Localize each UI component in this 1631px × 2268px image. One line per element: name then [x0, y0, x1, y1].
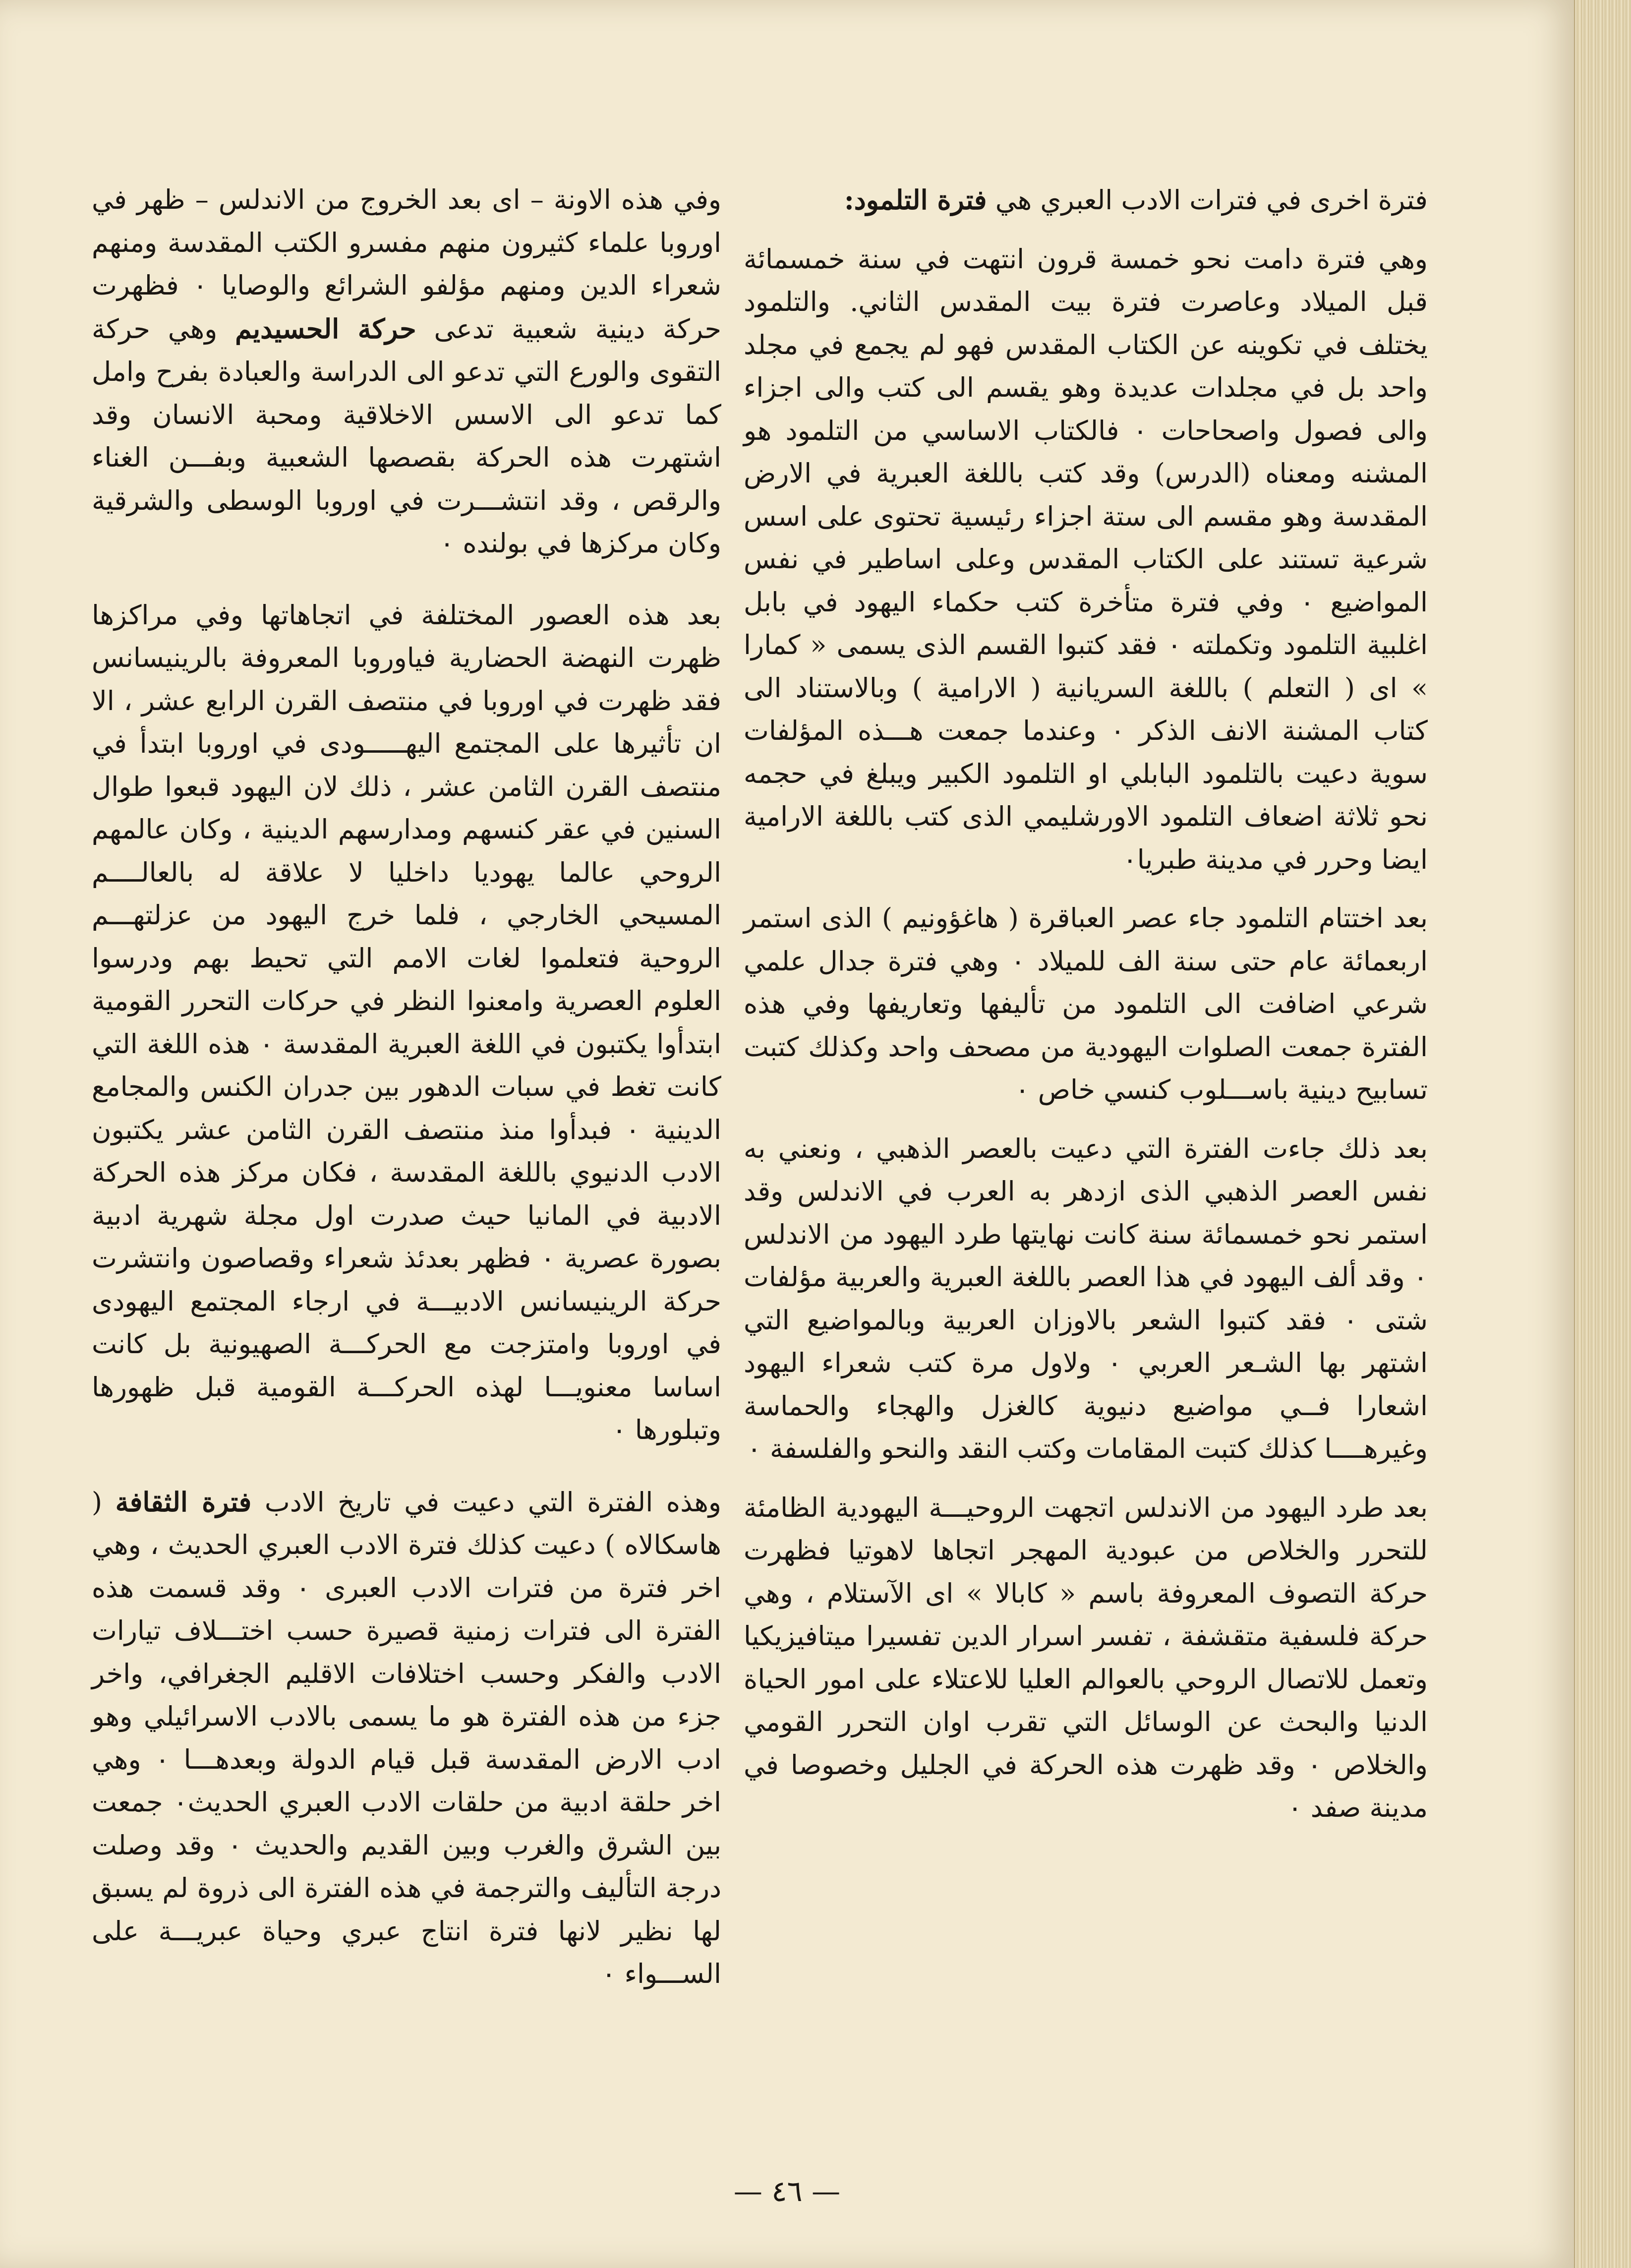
- paragraph-golden-age: [744, 1128, 1428, 1471]
- paragraph-geonim: [744, 897, 1428, 1112]
- paragraph-haskalah: [92, 1481, 721, 1996]
- bold-term: فترة الثقافة: [115, 1486, 252, 1518]
- paragraph-text: وهي فترة دامت نحو خمسة قرون انتهت في سنة خمسمائة قبل الميلاد وعاصرت فترة بيت المقدس الثاني. والتلمود يختلف في تكوينه عن الكتاب المقدس فهو لم يجمع في مجلد واحد بل في مجلدات عديدة وهو يقسم الى كتب والى اجزاء والى فصول واصحاحات ٠ فالكتاب الاساسي من التلمود هو المشنه ومعناه (الدرس) وقد كتب باللغة العبرية في الارض المقدسة وهو مقسم الى ستة اجزاء رئيسية تحتوى على اسس شرعية تستند على الكتاب المقدس وعلى اساطير في نفس المواضيع ٠ وفي فترة متأخرة كتب حكماء اليهود في بابل اغلبية التلمود وتكملته ٠ فقد كتبوا القسم الذى يسمى « كمارا » اى ( التعلم ) باللغة السريانية ( الارامية ) وبالاستناد الى كتاب المشنة الانف الذكر ٠ وعندما جمعت هـــذه المؤلفات سوية دعيت بالتلمود البابلي او التلمود الكبير ويبلغ في حجمه نحو ثلاثة اضعاف التلمود الاورشليمي الذى كتب باللغة الارامية ايضا وحرر في مدينة طبريا٠: [744, 243, 1428, 875]
- paragraph-text: وهذه الفترة التي دعيت في تاريخ الادب فترة الثقافة ( هاسكالاه ) دعيت كذلك فترة الادب العبري الحديث ، وهي اخر فترة من فترات الادب العبرى ٠ وقد قسمت هذه الفترة الى فترات زمنية قصيرة حسب اختـــلاف تيارات الادب والفكر وحسب اختلافات الاقليم الجغرافي، واخر جزء من هذه الفترة هو ما يسمى بالادب الاسرائيلي وهو ادب الارض المقدسة قبل قيام الدولة وبعدهـــا ٠ وهي اخر حلقة ادبية من حلقات الادب العبري الحديث٠ جمعت بين الشرق والغرب وبين القديم والحديث ٠ وقد وصلت درجة التأليف والترجمة في هذه الفترة الى ذروة لم يسبق لها نظير لانها فترة انتاج عبري وحياة عبريـــة على الســـواء ٠: [92, 1486, 722, 1989]
- book-page-edges: [1574, 0, 1631, 2268]
- bold-term: حركة الحسيديم: [235, 312, 416, 345]
- paragraph-text: بعد اختتام التلمود جاء عصر العباقرة ( هاغؤونيم ) الذى استمر اربعمائة عام حتى سنة الف للميلاد ٠ وهي فترة جدال علمي شرعي اضافت الى التلمود من تأليفها وتعاريفها وفي هذه الفترة جمعت الصلوات اليهودية من مصحف واحد وكذلك كتبت تسابيح دينية باســـلوب كنسي خاص ٠: [744, 902, 1428, 1105]
- page-number: — ٤٦ —: [733, 2174, 841, 2208]
- paragraph-talmud-period: [744, 238, 1428, 882]
- paragraph-text: بعد هذه العصور المختلفة في اتجاهاتها وفي مراكزها ظهرت النهضة الحضارية فياوروبا المعروفة بالرينيسانس فقد ظهرت في اوروبا في منتصف القرن الرابع عشر ، الا ان تأثيرها على المجتمع اليهـــــودى في اوروبا ابتدأ في منتصف القرن الثامن عشر ، ذلك لان اليهود قبعوا طوال السنين في عقر كنسهم ومدارسهم الدينية ، وكان عالمهم الروحي عالما يهوديا داخليا لا علاقة له بالعالــــم المسيحي الخارجي ، فلما خرج اليهود من عزلتهـــم الروحية فتعلموا لغات الامم التي تحيط بهم ودرسوا العلوم العصرية وامعنوا النظر في حركات التحرر القومية ابتدأوا يكتبون في اللغة العبرية المقدسة ٠ هذه اللغة التي كانت تغط في سبات الدهور بين جدران الكنس والمجامع الدينية ٠ فبدأوا منذ منتصف القرن الثامن عشر يكتبون الادب الدنيوي باللغة المقدسة ، فكان مركز هذه الحركة الادبية في المانيا حيث صدرت اول مجلة شهرية ادبية بصورة عصرية ٠ فظهر بعدئذ شعراء وقصاصون وانتشرت حركة الرينيسانس الادبيـــة في ارجاء المجتمع اليهودى في اوروبا وامتزجت مع الحركـــة الصهيونية بل كانت اساسا معنويـــا لهذه الحركـــة القومية قبل ظهورها وتبلورها ٠: [92, 599, 722, 1445]
- paragraph-kabbalah: [744, 1487, 1428, 1830]
- paragraph-text: فترة اخرى في فترات الادب العبري هي فترة التلمود:: [844, 184, 1428, 216]
- paragraph-hasidim: [92, 179, 721, 565]
- bold-term: فترة التلمود:: [844, 184, 987, 216]
- right-text-column: [744, 179, 1428, 1846]
- paragraph-text: بعد ذلك جاءت الفترة التي دعيت بالعصر الذهبي ، ونعني به نفس العصر الذهبي الذى ازدهر به العرب في الاندلس وقد استمر نحو خمسمائة سنة كانت نهايتها طرد اليهود من الاندلس ٠ وقد ألف اليهود في هذا العصر باللغة العبرية والعربية مؤلفات شتى ٠ فقد كتبوا الشعر بالاوزان العربية وبالمواضيع التي اشتهر بها الشـعر العربي ٠ ولاول مرة كتب شعراء اليهود اشعارا فــي مواضيع دنيوية كالغزل والهجاء والحماسة وغيرهــــا كذلك كتبت المقامات وكتب النقد والنحو والفلسفة ٠: [744, 1133, 1428, 1464]
- paragraph-text: وفي هذه الاونة – اى بعد الخروج من الاندلس – ظهر في اوروبا علماء كثيرون منهم مفسرو الكتب المقدسة ومنهم شعراء الدين ومنهم مؤلفو الشرائع والوصايا ٠ فظهرت حركة دينية شعبية تدعى حركة الحسيديم وهي حركة التقوى والورع التي تدعو الى الدراسة والعبادة بفرح وامل كما تدعو الى الاسس الاخلاقية ومحبة الانسان وقد اشتهرت هذه الحركة بقصصها الشعبية وبفـــن الغناء والرقص ، وقد انتشـــرت في اوروبا الوسطى والشرقية وكان مركزها في بولنده ٠: [92, 184, 722, 559]
- left-text-column: [92, 179, 721, 2012]
- paragraph-talmud-intro: [744, 179, 1428, 222]
- paragraph-text: بعد طرد اليهود من الاندلس اتجهت الروحيـــة اليهودية الظامئة للتحرر والخلاص من عبودية المهجر اتجاها لاهوتيا فظهرت حركة التصوف المعروفة باسم « كابالا » اى الآستلام ، وهي حركة فلسفية متقشفة ، تفسر اسرار الدين تفسيرا ميتافيزيكيا وتعمل للاتصال الروحي بالعوالم العليا للاعتلاء على امور الحياة الدنيا والبحث عن الوسائل التي تقرب اوان التحرر القومي والخلاص ٠ وقد ظهرت هذه الحركة في الجليل وخصوصا في مدينة صفد ٠: [744, 1492, 1428, 1823]
- paragraph-renaissance: [92, 594, 721, 1452]
